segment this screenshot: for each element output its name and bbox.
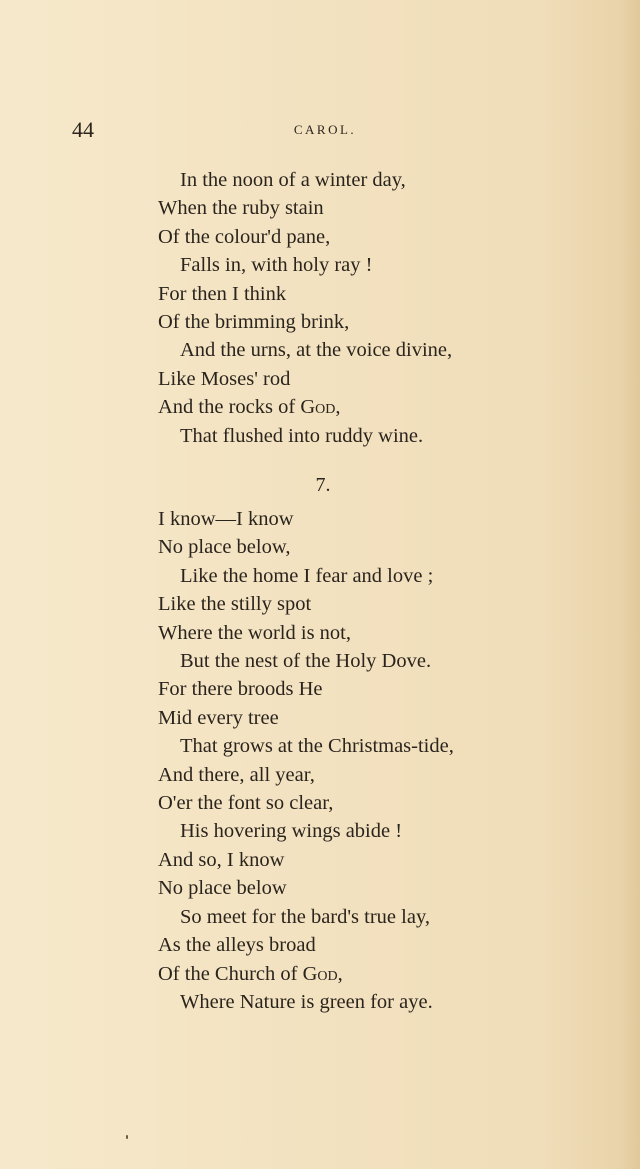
ink-speck xyxy=(126,1135,128,1139)
verse-line: His hovering wings abide ! xyxy=(180,820,403,843)
page-header xyxy=(0,116,640,144)
verse-line: And there, all year, xyxy=(158,763,315,786)
verse-line: O'er the font so clear, xyxy=(158,792,334,815)
verse-line: In the noon of a winter day, xyxy=(180,169,406,191)
divine-name: God xyxy=(300,396,336,419)
verse-line: Like Moses' rod xyxy=(158,367,291,390)
stanza-number: 7. xyxy=(315,474,331,496)
verse-line: Like the stilly spot xyxy=(158,593,312,616)
verse-line: For then I think xyxy=(158,282,287,305)
verse-line: Like the home I fear and love ; xyxy=(180,564,434,587)
verse-line: Mid every tree xyxy=(158,706,279,729)
verse-line: Where the world is not, xyxy=(158,621,351,644)
verse-line: For there broods He xyxy=(158,678,323,701)
verse-line: And the urns, at the voice divine, xyxy=(180,339,453,362)
verse-line: Falls in, with holy ray ! xyxy=(180,254,373,277)
verse-line: As the alleys broad xyxy=(158,934,316,957)
stanza-six xyxy=(158,166,452,450)
verse-line: I know—I know xyxy=(158,508,294,530)
verse-line xyxy=(158,393,452,421)
verse-line: When the ruby stain xyxy=(158,197,324,220)
verse-line-text: Of the Church of xyxy=(158,962,298,985)
verse-line-text: And the rocks of xyxy=(158,396,296,419)
divine-name: God xyxy=(302,962,338,985)
verse-line xyxy=(158,960,454,988)
verse-line: Of the brimming brink, xyxy=(158,311,350,334)
verse-line: Of the colour'd pane, xyxy=(158,225,331,248)
verse-line: That flushed into ruddy wine. xyxy=(180,424,424,447)
verse-line: But the nest of the Holy Dove. xyxy=(180,650,432,673)
page-number: 44 xyxy=(72,117,94,142)
verse-line: Where Nature is green for aye. xyxy=(180,990,433,1013)
verse-line: No place below xyxy=(158,877,287,900)
running-head: CAROL. xyxy=(293,122,357,137)
stanza-seven xyxy=(158,505,454,1016)
verse-line-punct: , xyxy=(335,396,341,419)
verse-line: So meet for the bard's true lay, xyxy=(180,905,430,928)
verse-line-punct: , xyxy=(337,962,343,985)
verse-line: That grows at the Christmas-tide, xyxy=(180,735,454,758)
verse-line: And so, I know xyxy=(158,848,285,871)
verse-line: No place below, xyxy=(158,536,291,559)
